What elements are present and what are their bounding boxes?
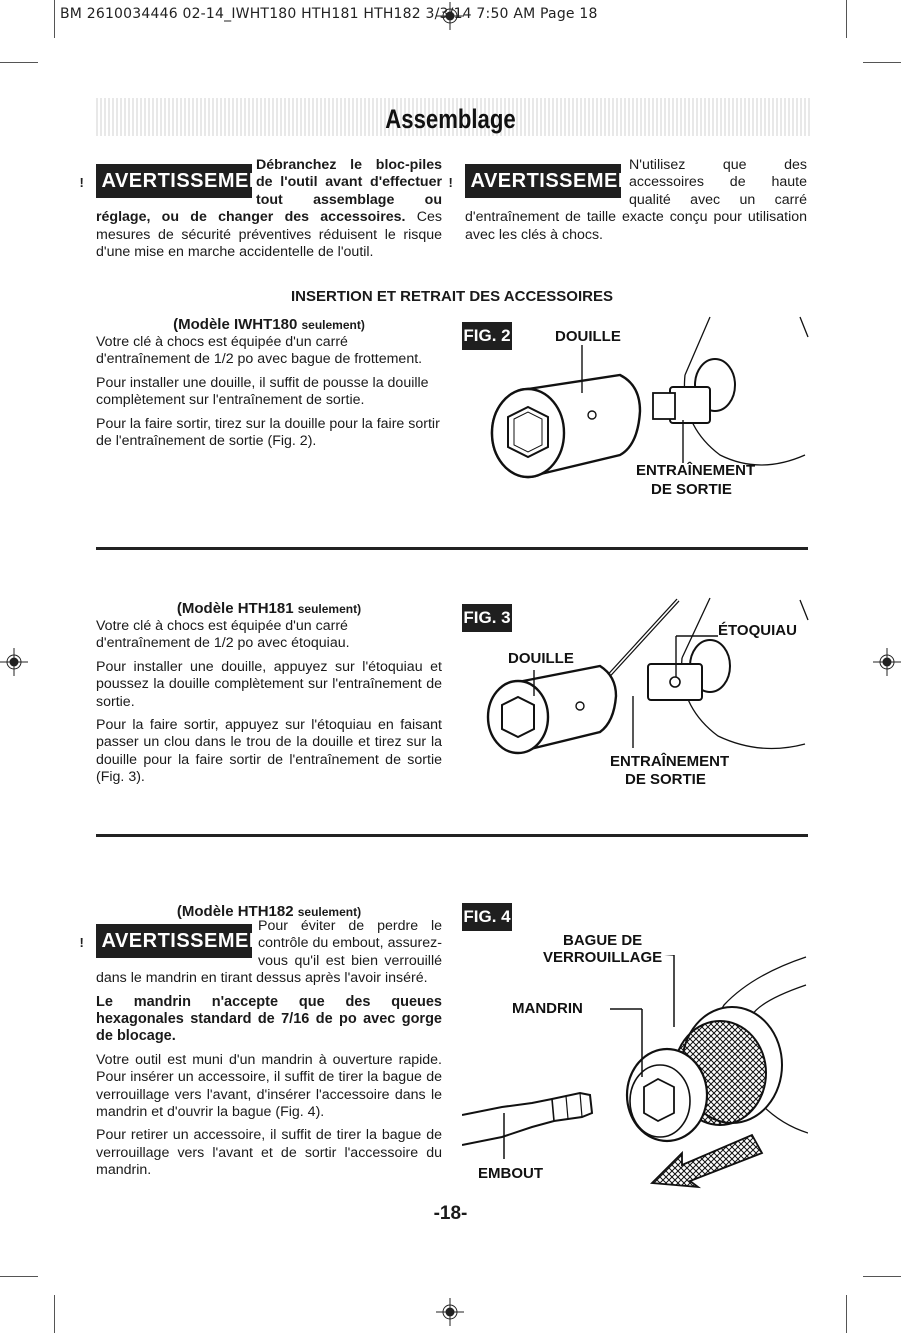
registration-mark-left <box>0 648 28 676</box>
fig2-label-douille: DOUILLE <box>555 328 621 345</box>
fig4-label-mandrin: MANDRIN <box>512 1000 583 1017</box>
warning-badge: ! AVERTISSEMENT <box>96 924 252 958</box>
warning-triangle-icon <box>71 172 93 191</box>
print-slug: BM 2610034446 02-14_IWHT180 HTH181 HTH182 3/3/14 7:50 AM Page 18 <box>60 6 598 22</box>
warning-bold-lead: Débranchez le bloc-piles de l'outil avant d'effectuer tout assemblage ou réglage, ou de changer des accessoires. <box>96 157 442 226</box>
divider-rule <box>96 547 808 550</box>
page-title: Assemblage <box>385 104 516 134</box>
warning-rest: Ces mesures de sécurité préventives réduisent le risque d'une mise en marche accidentelle de l'outil. <box>96 209 442 261</box>
crop-mark <box>863 1276 901 1277</box>
section-title: INSERTION ET RETRAIT DES ACCESSOIRES <box>291 288 613 305</box>
crop-mark <box>54 1295 55 1333</box>
crop-mark <box>54 0 55 38</box>
fig3-label-douille: DOUILLE <box>508 650 574 667</box>
crop-mark <box>846 0 847 38</box>
crop-mark <box>846 1295 847 1333</box>
model3-heading: (Modèle HTH182 seulement) <box>176 903 362 920</box>
model1-heading: (Modèle IWHT180 seulement) <box>173 316 365 333</box>
divider-rule <box>96 834 808 837</box>
model2-body: Votre clé à chocs est équipée d'un carré d'entraînement de 1/2 po avec étoquiau. Pour installer une douille, appuyez sur l'étoquiau et poussez la douille complètement sur l'entraînement de sortie. Pour la faire sortir, appuyez sur l'étoquiau en faisant passer un clou dans le trou de la douille et tirez sur la douille pour la faire sortir de l'entraînement de sortie (Fig. 3). <box>96 618 442 786</box>
model1-body: Votre clé à chocs est équipée d'un carré d'entraînement de 1/2 po avec bague de frottement. Pour installer une douille, il suffit de pousse la douille complètement sur l'entraînement de sortie. Pour la faire sortir, tirez sur la douille pour la faire sortir de l'entraînement de sortie (Fig. 2). <box>96 334 440 450</box>
registration-mark-right <box>873 648 901 676</box>
warning-text-right: N'utilisez que des accessoires de haute qualité avec un carré d'entraînement de taille exacte conçu pour utilisation avec les clés à chocs. <box>465 157 807 243</box>
warning-badge: ! AVERTISSEMENT <box>465 164 621 198</box>
crop-mark <box>0 62 38 63</box>
crop-mark <box>863 62 901 63</box>
fig3-label-entrainement: ENTRAÎNEMENT <box>610 753 730 770</box>
fig4-label-bague-de: BAGUE DE <box>563 932 643 949</box>
fig4-illustration <box>462 955 808 1190</box>
warning-triangle-icon <box>440 172 462 191</box>
fig2-label-de-sortie: DE SORTIE <box>651 481 732 498</box>
fig3-label-de-sortie: DE SORTIE <box>625 771 706 788</box>
fig4-badge: FIG. 4 <box>462 903 512 931</box>
fig2-label-entrainement: ENTRAÎNEMENT <box>636 462 756 479</box>
fig3-badge: FIG. 3 <box>462 604 512 632</box>
fig2-badge: FIG. 2 <box>462 322 512 350</box>
warning-badge: ! AVERTISSEMENT <box>96 164 252 198</box>
warning-triangle-icon <box>71 932 93 951</box>
model3-body: Pour éviter de perdre le contrôle du embout, assurez-vous qu'il est bien verrouillé dans le mandrin en tirant dessus après l'avoir inséré. Le mandrin n'accepte que des queues hexagonales standard de 7/16 de po avec gorge de blocage. Votre outil est muni d'un mandrin à ouverture rapide. Pour insérer un accessoire, il suffit de tirer la bague de verrouillage vers l'avant, d'insérer l'accessoire dans le mandrin et d'ouvrir la bague (Fig. 4). Pour retirer un accessoire, il suffit de tirer la bague de verrouillage vers l'avant et de sortir l'accessoire du mandrin. <box>96 918 442 1179</box>
page-number: -18- <box>433 1203 468 1224</box>
warning-text-left <box>96 157 442 261</box>
fig4-label-verrouillage: VERROUILLAGE <box>543 949 663 966</box>
fig3-illustration <box>470 596 810 776</box>
crop-mark <box>0 1276 38 1277</box>
fig3-label-etoquiau: ÉTOQUIAU <box>718 622 797 639</box>
registration-mark-bottom <box>436 1298 464 1326</box>
model2-heading: (Modèle HTH181 seulement) <box>176 600 362 617</box>
fig4-label-embout: EMBOUT <box>478 1165 543 1182</box>
